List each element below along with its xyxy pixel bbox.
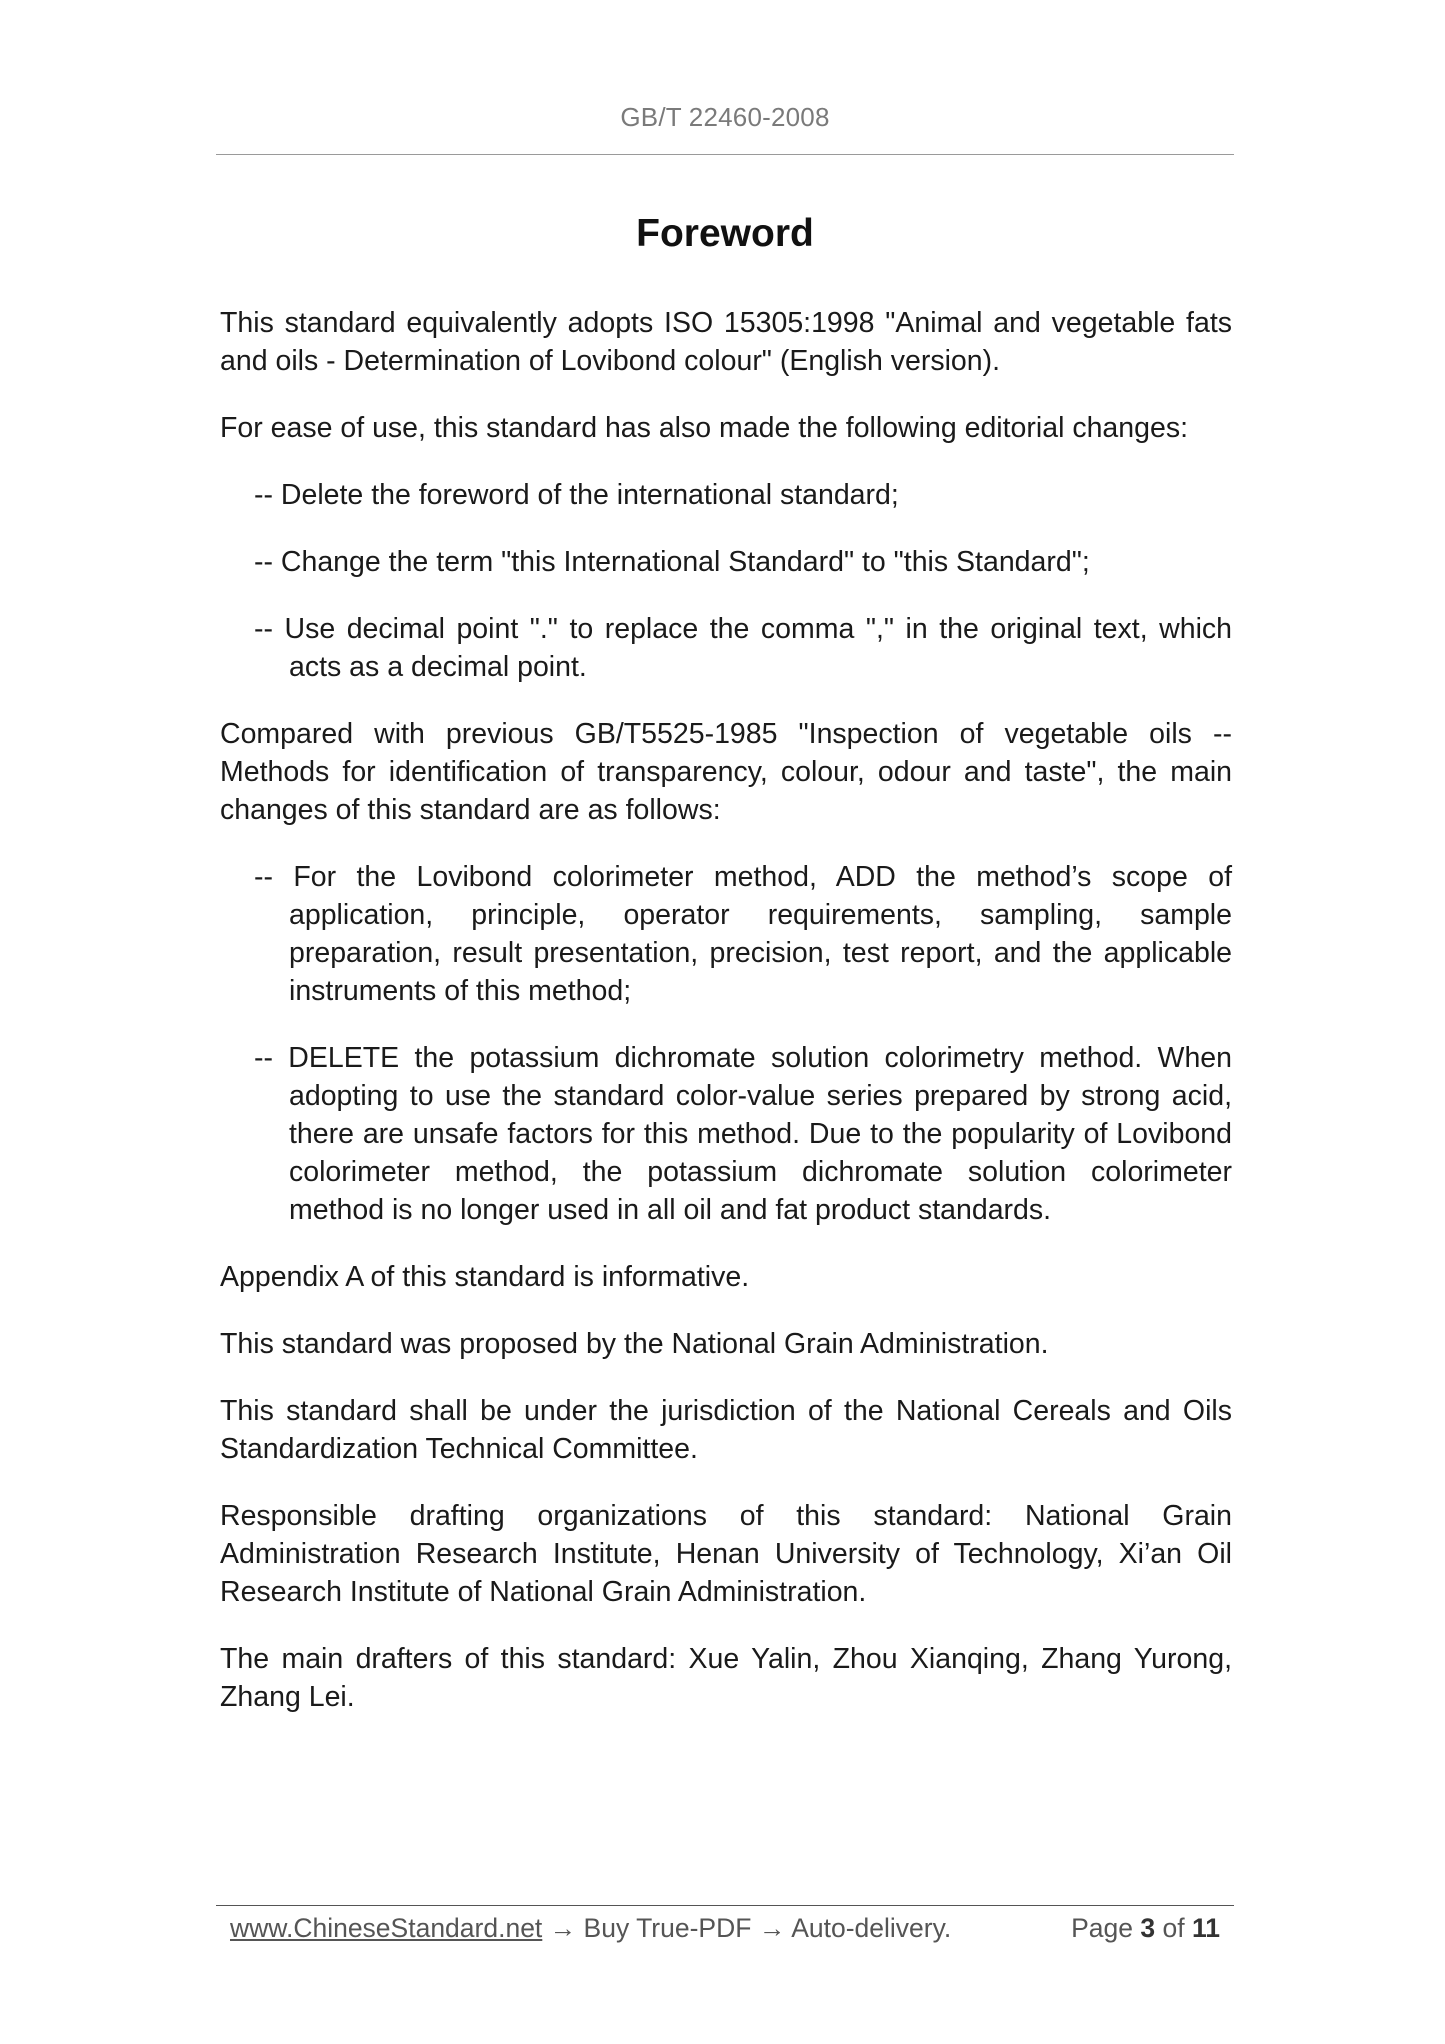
editorial-change-item: -- Use decimal point "." to replace the comma "," in the original text, which acts as a decimal point. [254,613,1232,683]
total-pages: 11 [1191,1913,1220,1943]
footer-promo [230,1908,951,1948]
page-title: Foreword [636,212,814,255]
drafters-paragraph: The main drafters of this standard: Xue Yalin, Zhou Xianqing, Zhang Yurong, Zhang Lei. [220,1643,1232,1713]
website-link[interactable]: www.ChineseStandard.net [230,1913,543,1943]
editorial-change-item: -- Delete the foreword of the international standard; [254,479,899,511]
editorial-intro-paragraph: For ease of use, this standard has also made the following editorial changes: [220,412,1188,444]
foreword-body [220,304,1232,1745]
of-label: of [1162,1913,1185,1943]
footer-divider [216,1905,1234,1906]
arrow-right-icon: → [549,1913,577,1943]
page-number: 3 [1140,1913,1156,1943]
jurisdiction-paragraph: This standard shall be under the jurisdiction of the National Cereals and Oils Standardization Technical Committee. [220,1395,1232,1465]
appendix-paragraph: Appendix A of this standard is informative. [220,1261,750,1293]
page-label: Page [1071,1913,1133,1943]
adoption-paragraph: This standard equivalently adopts ISO 15305:1998 "Animal and vegetable fats and oils - Determination of Lovibond colour" (English version). [220,307,1232,377]
arrow-right-icon: → [758,1913,786,1943]
editorial-change-item: -- Change the term "this International Standard" to "this Standard"; [254,546,1090,578]
main-change-item: -- For the Lovibond colorimeter method, ADD the method’s scope of application, principle, operator requirements, sampling, sample preparation, result presentation, precision, test report, and the applicable instruments of this method; [254,861,1232,1007]
proposer-paragraph: This standard was proposed by the National Grain Administration. [220,1328,1049,1360]
page-indicator [1071,1908,1220,1948]
buy-pdf-text: Buy True-PDF [583,1913,752,1943]
page-footer [230,1908,1220,1948]
comparison-paragraph: Compared with previous GB/T5525-1985 "Inspection of vegetable oils -- Methods for identification of transparency, colour, odour and taste", the main changes of this standard are as follows: [220,718,1232,826]
delivery-text: Auto-delivery. [791,1913,952,1943]
running-header: GB/T 22460-2008 [620,102,830,132]
drafting-organizations-paragraph: Responsible drafting organizations of this standard: National Grain Administration Research Institute, Henan University of Technology, Xi’an Oil Research Institute of National Grain Administration. [220,1500,1232,1608]
main-change-item: -- DELETE the potassium dichromate solution colorimetry method. When adopting to use the standard color-value series prepared by strong acid, there are unsafe factors for this method. Due to the popularity of Lovibond colorimeter method, the potassium dichromate solution colorimeter method is no longer used in all oil and fat product standards. [254,1042,1232,1226]
header-divider [216,154,1234,155]
